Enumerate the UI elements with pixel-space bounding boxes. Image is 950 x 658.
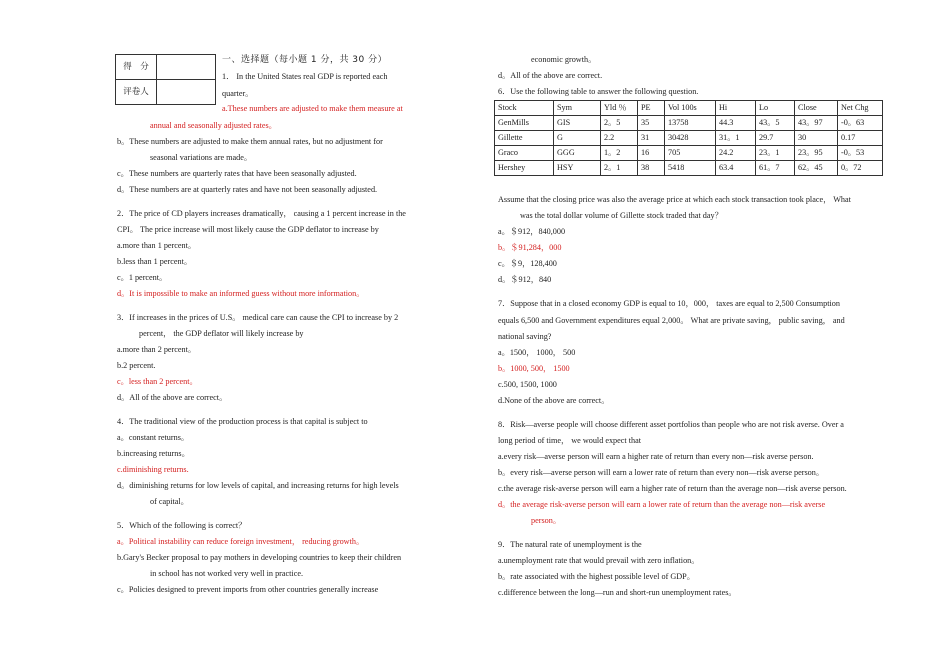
cell: 0.17 (838, 131, 883, 146)
q1-option-a-2: annual and seasonally adjusted rates。 (150, 121, 277, 130)
q9-option-c: c.difference between the long—run and short-run unemployment rates。 (498, 588, 737, 597)
q8-option-c: c.the average risk-averse person will earn a higher rate of return than the average non—risk averse person. (498, 484, 847, 493)
cell: HSY (554, 161, 601, 176)
cell: 30 (795, 131, 838, 146)
q3-stem-1: 3．If increases in the prices of U.S。 medical care can cause the CPI to increase by 2 (117, 313, 399, 322)
q9-stem: 9．The natural rate of unemployment is the (498, 540, 642, 549)
grader-label: 评卷人 (116, 80, 157, 105)
q2-stem-2: CPI。 The price increase will most likely cause the GDP deflator to increase by (117, 225, 379, 234)
q6-option-c: c。＄9，128,400 (498, 259, 557, 268)
cell: 5418 (665, 161, 716, 176)
score-label: 得 分 (116, 55, 157, 80)
q1-option-b-1: b。These numbers are adjusted to make them annual rates, but no adjustment for (117, 137, 383, 146)
col-header: Net Chg (838, 101, 883, 116)
q2-option-c: c。1 percent。 (117, 273, 168, 282)
col-header: Vol 100s (665, 101, 716, 116)
q5-option-c-2: economic growth。 (531, 55, 597, 64)
cell: 43。5 (756, 116, 795, 131)
q3-option-d: d。All of the above are correct。 (117, 393, 228, 402)
q4-option-b: b.increasing returns。 (117, 449, 190, 458)
cell: 0。72 (838, 161, 883, 176)
table-row (495, 146, 883, 161)
cell: -0。63 (838, 116, 883, 131)
cell: 29.7 (756, 131, 795, 146)
q7-stem-2: equals 6,500 and Government expenditures equal 2,000。 What are private saving， public saving， and (498, 316, 845, 325)
q4-option-c: c.diminishing returns. (117, 465, 189, 474)
cell: 30428 (665, 131, 716, 146)
q9-option-b: b。rate associated with the highest possible level of GDP。 (498, 572, 695, 581)
q9-option-a: a.unemployment rate that would prevail with zero inflation。 (498, 556, 700, 565)
cell: 44.3 (716, 116, 756, 131)
col-header: Hi (716, 101, 756, 116)
cell: 38 (638, 161, 665, 176)
col-header: Close (795, 101, 838, 116)
q5-option-c-1: c。Policies designed to prevent imports from other countries generally increase (117, 585, 379, 594)
q1-stem-2: quarter。 (222, 89, 254, 98)
cell: 43。97 (795, 116, 838, 131)
q7-stem-1: 7．Suppose that in a closed economy GDP is equal to 10，000， taxes are equal to 2,500 Consumption (498, 299, 840, 308)
col-header: Stock (495, 101, 554, 116)
score-blank (157, 55, 216, 80)
q4-option-a: a。constant returns。 (117, 433, 190, 442)
q2-option-b: b.less than 1 percent。 (117, 257, 193, 266)
cell: 62。45 (795, 161, 838, 176)
cell: 16 (638, 146, 665, 161)
cell: Hershey (495, 161, 554, 176)
q3-option-c: c。less than 2 percent。 (117, 377, 198, 386)
cell: 23。1 (756, 146, 795, 161)
cell: 35 (638, 116, 665, 131)
cell: 31 (638, 131, 665, 146)
col-header: Yld ％ (601, 101, 638, 116)
section-title: 一、选择题（每小题 1 分，共 30 分） (222, 55, 388, 65)
q8-option-b: b。every risk—averse person will earn a lower rate of return than every non—risk averse person。 (498, 468, 825, 477)
q8-stem-2: long period of time， we would expect that (498, 436, 642, 445)
q1-option-b-2: seasonal variations are made。 (150, 153, 253, 162)
cell: 23。95 (795, 146, 838, 161)
q6-option-a: a。＄912，840,000 (498, 227, 566, 236)
cell: 2.2 (601, 131, 638, 146)
q2-option-a: a.more than 1 percent。 (117, 241, 197, 250)
q6-option-b: b。＄91,284，000 (498, 243, 562, 252)
q7-option-b: b。1000, 500， 1500 (498, 364, 570, 373)
cell: GIS (554, 116, 601, 131)
score-box (115, 54, 216, 105)
q7-stem-3: national saving? (498, 332, 552, 341)
cell: 61。7 (756, 161, 795, 176)
q1-option-d: d。These numbers are at quarterly rates and have not been seasonally adjusted. (117, 185, 378, 194)
q3-option-b: b.2 percent. (117, 361, 156, 370)
q4-option-d-2: of capital。 (150, 497, 189, 506)
cell: 13758 (665, 116, 716, 131)
q6-note-1: Assume that the closing price was also the average price at which each stock transaction took place， What (498, 195, 851, 204)
table-row (495, 131, 883, 146)
q3-stem-2: percent， the GDP deflator will likely increase by (139, 329, 304, 338)
cell: 63.4 (716, 161, 756, 176)
col-header: Lo (756, 101, 795, 116)
cell: GGG (554, 146, 601, 161)
q1-stem-1: 1． In the United States real GDP is reported each (222, 72, 388, 81)
q4-option-d-1: d。diminishing returns for low levels of capital, and increasing returns for high levels (117, 481, 399, 490)
cell: GenMills (495, 116, 554, 131)
cell: 2。5 (601, 116, 638, 131)
q5-option-d: d。All of the above are correct. (498, 71, 603, 80)
q6-stem: 6．Use the following table to answer the following question. (498, 87, 699, 96)
q2-option-d: d。It is impossible to make an informed guess without more information。 (117, 289, 365, 298)
cell: 2。1 (601, 161, 638, 176)
grader-blank (157, 80, 216, 105)
q7-option-a: a。1500， 1000， 500 (498, 348, 576, 357)
q7-option-c: c.500, 1500, 1000 (498, 380, 557, 389)
cell: -0。53 (838, 146, 883, 161)
q5-option-a: a。Political instability can reduce foreign investment， reducing growth。 (117, 537, 365, 546)
q1-option-c: c。These numbers are quarterly rates that have been seasonally adjusted. (117, 169, 357, 178)
q5-option-b-1: b.Gary's Becker proposal to pay mothers in developing countries to keep their children (117, 553, 402, 562)
col-header: PE (638, 101, 665, 116)
q2-stem-1: 2．The price of CD players increases dramatically， causing a 1 percent increase in the (117, 209, 406, 218)
cell: 31。1 (716, 131, 756, 146)
q5-option-b-2: in school has not worked very well in practice. (150, 569, 304, 578)
cell: Gillette (495, 131, 554, 146)
q8-option-d-2: person。 (531, 516, 562, 525)
stock-table-header (495, 101, 883, 116)
q3-option-a: a.more than 2 percent。 (117, 345, 197, 354)
cell: 24.2 (716, 146, 756, 161)
q5-stem: 5．Which of the following is correct？ (117, 521, 247, 530)
q4-stem: 4．The traditional view of the production process is that capital is subject to (117, 417, 368, 426)
cell: G (554, 131, 601, 146)
q8-option-d-1: d。the average risk-averse person will earn a lower rate of return than the average non—risk averse (498, 500, 826, 509)
q7-option-d: d.None of the above are correct。 (498, 396, 610, 405)
table-row (495, 161, 883, 176)
cell: 705 (665, 146, 716, 161)
stock-table (494, 100, 883, 176)
q6-note-2: was the total dollar volume of Gillette stock traded that day？ (520, 211, 723, 220)
table-row (495, 116, 883, 131)
q1-option-a-1: a.These numbers are adjusted to make them measure at (222, 104, 403, 113)
q8-option-a: a.every risk—averse person will earn a higher rate of return than every non—risk averse person. (498, 452, 814, 461)
col-header: Sym (554, 101, 601, 116)
cell: Graco (495, 146, 554, 161)
q8-stem-1: 8．Risk—averse people will choose different asset portfolios than people who are not risk averse. Over a (498, 420, 844, 429)
cell: 1。2 (601, 146, 638, 161)
q6-option-d: d。＄912，840 (498, 275, 552, 284)
